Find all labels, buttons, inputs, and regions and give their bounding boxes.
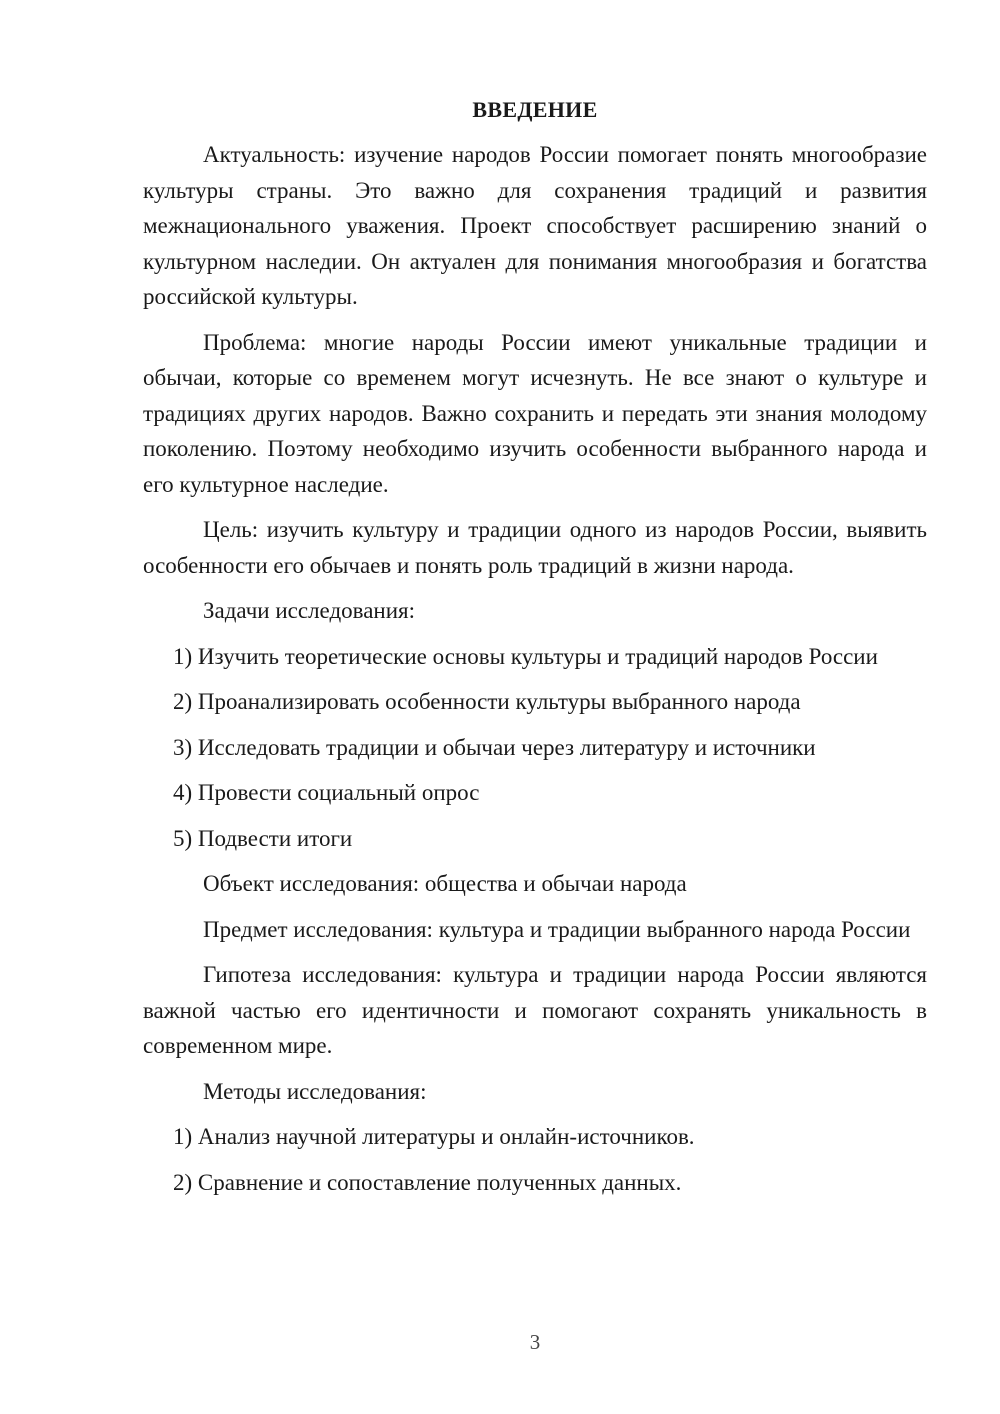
task-item: 4) Провести социальный опрос [173, 780, 480, 805]
object-paragraph: Объект исследования: общества и обычаи народа [203, 871, 687, 896]
tasks-heading: Задачи исследования: [203, 598, 416, 623]
task-item: 1) Изучить теоретические основы культуры и традиций народов России [173, 643, 878, 669]
problem-paragraph: Проблема: многие народы России имеют уникальные традиции и обычаи, которые со временем могут исчезнуть. Не все знают о культуре и традициях других народов. Важно сохранить и передать эти знания молодому поколению. Поэтому необходимо изучить особенности выбранного народа и его культурное наследие. [143, 329, 927, 497]
page-title: ВВЕДЕНИЕ [472, 97, 598, 122]
relevance-paragraph: Актуальность: изучение народов России помогает понять многообразие культуры страны. Это важно для сохранения традиций и развития межнационального уважения. Проект способствует расширению знаний о культурном наследии. Он актуален для понимания многообразия и богатства российской культуры. [143, 142, 927, 309]
methods-heading: Методы исследования: [203, 1078, 427, 1104]
subject-paragraph: Предмет исследования: культура и традиции выбранного народа России [203, 916, 911, 942]
task-item: 2) Проанализировать особенности культуры выбранного народа [173, 689, 801, 714]
hypothesis-paragraph: Гипотеза исследования: культура и традиции народа России являются важной частью его идентичности и помогают сохранять уникальность в современном мире. [143, 962, 927, 1058]
method-item: 2) Сравнение и сопоставление полученных данных. [173, 1169, 682, 1195]
document-body [143, 92, 927, 1210]
task-item: 3) Исследовать традиции и обычаи через литературу и источники [173, 734, 816, 760]
method-item: 1) Анализ научной литературы и онлайн-источников. [173, 1124, 695, 1149]
task-item: 5) Подвести итоги [173, 825, 353, 851]
page-number: 3 [529, 1330, 541, 1354]
goal-paragraph: Цель: изучить культуру и традиции одного из народов России, выявить особенности его обычаев и понять роль традиций в жизни народа. [143, 517, 927, 578]
